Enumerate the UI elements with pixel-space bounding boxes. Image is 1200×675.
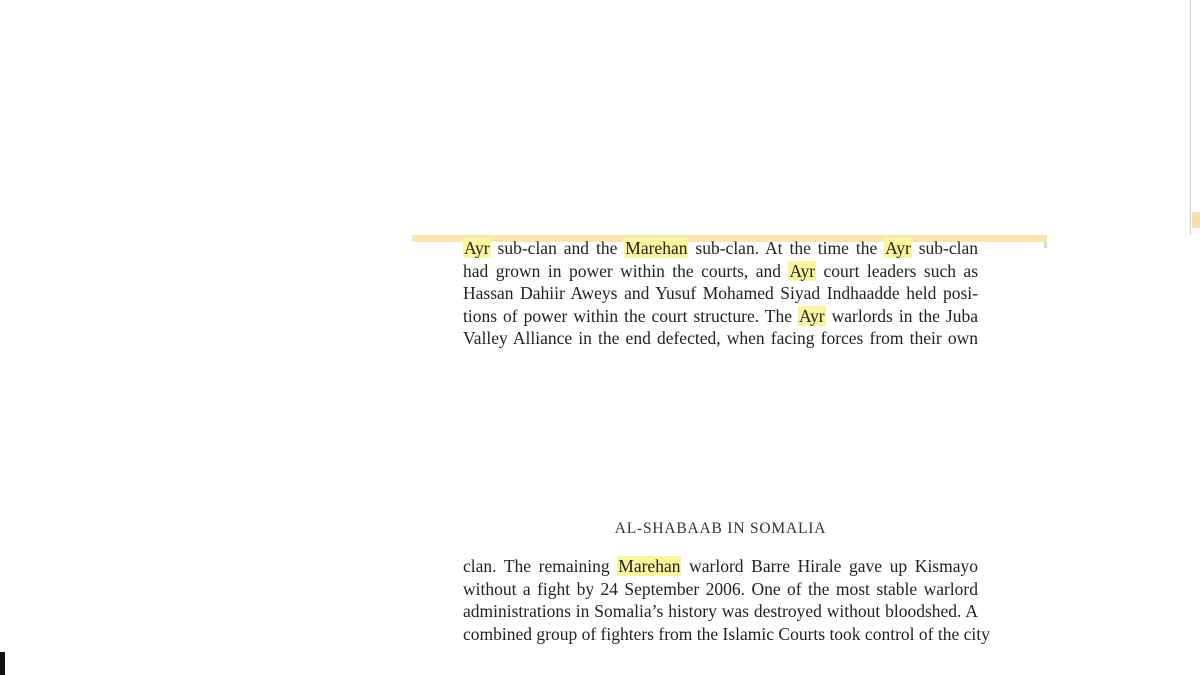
text-run: court leaders such as	[816, 260, 979, 281]
text-run: sub-clan	[911, 238, 978, 258]
text-block-top	[463, 237, 978, 350]
text-line	[463, 282, 978, 305]
text-line	[463, 623, 990, 646]
text-run: clan. The remaining	[463, 556, 618, 576]
text-line	[463, 578, 978, 601]
text-run: without a fight by 24 September 2006. One of the most stable warlord	[463, 578, 978, 599]
text-run: sub-clan and the	[490, 238, 625, 258]
text-run: sub-clan. At the time the	[688, 238, 885, 258]
text-line	[463, 237, 978, 260]
text-cursor	[0, 652, 5, 675]
running-head: AL-SHABAAB IN SOMALIA	[614, 520, 827, 537]
text-line	[463, 600, 978, 623]
search-match-highlight: Ayr	[799, 305, 825, 326]
vertical-scrollbar[interactable]	[1190, 0, 1200, 235]
text-line	[463, 555, 978, 578]
text-line	[463, 305, 978, 328]
text-run: had grown in power within the courts, and	[463, 260, 789, 281]
scrollbar-search-marker	[1192, 212, 1200, 228]
text-run: Hassan Dahiir Aweys and Yusuf Mohamed Siyad Indhaadde held posi-	[463, 283, 978, 304]
search-match-highlight: Ayr	[789, 260, 816, 281]
text-block-bottom	[463, 555, 990, 644]
search-match-highlight: Ayr	[464, 238, 490, 258]
text-line	[463, 260, 978, 283]
search-match-highlight: Marehan	[625, 238, 688, 258]
text-run: warlords in the Juba	[825, 305, 978, 326]
page-edge-tick	[1044, 242, 1047, 248]
text-run: warlord Barre Hirale gave up Kismayo	[681, 556, 978, 576]
text-run: administrations in Somalia’s history was destroyed without bloodshed. A	[463, 601, 978, 622]
text-run: tions of power within the court structure. The	[463, 305, 799, 326]
text-line	[463, 327, 978, 350]
search-match-highlight: Marehan	[618, 556, 681, 576]
search-match-highlight: Ayr	[885, 238, 911, 258]
text-run: combined group of fighters from the Islamic Courts took control of the city	[463, 623, 990, 644]
text-run: Valley Alliance in the end defected, when facing forces from their own	[463, 328, 978, 349]
